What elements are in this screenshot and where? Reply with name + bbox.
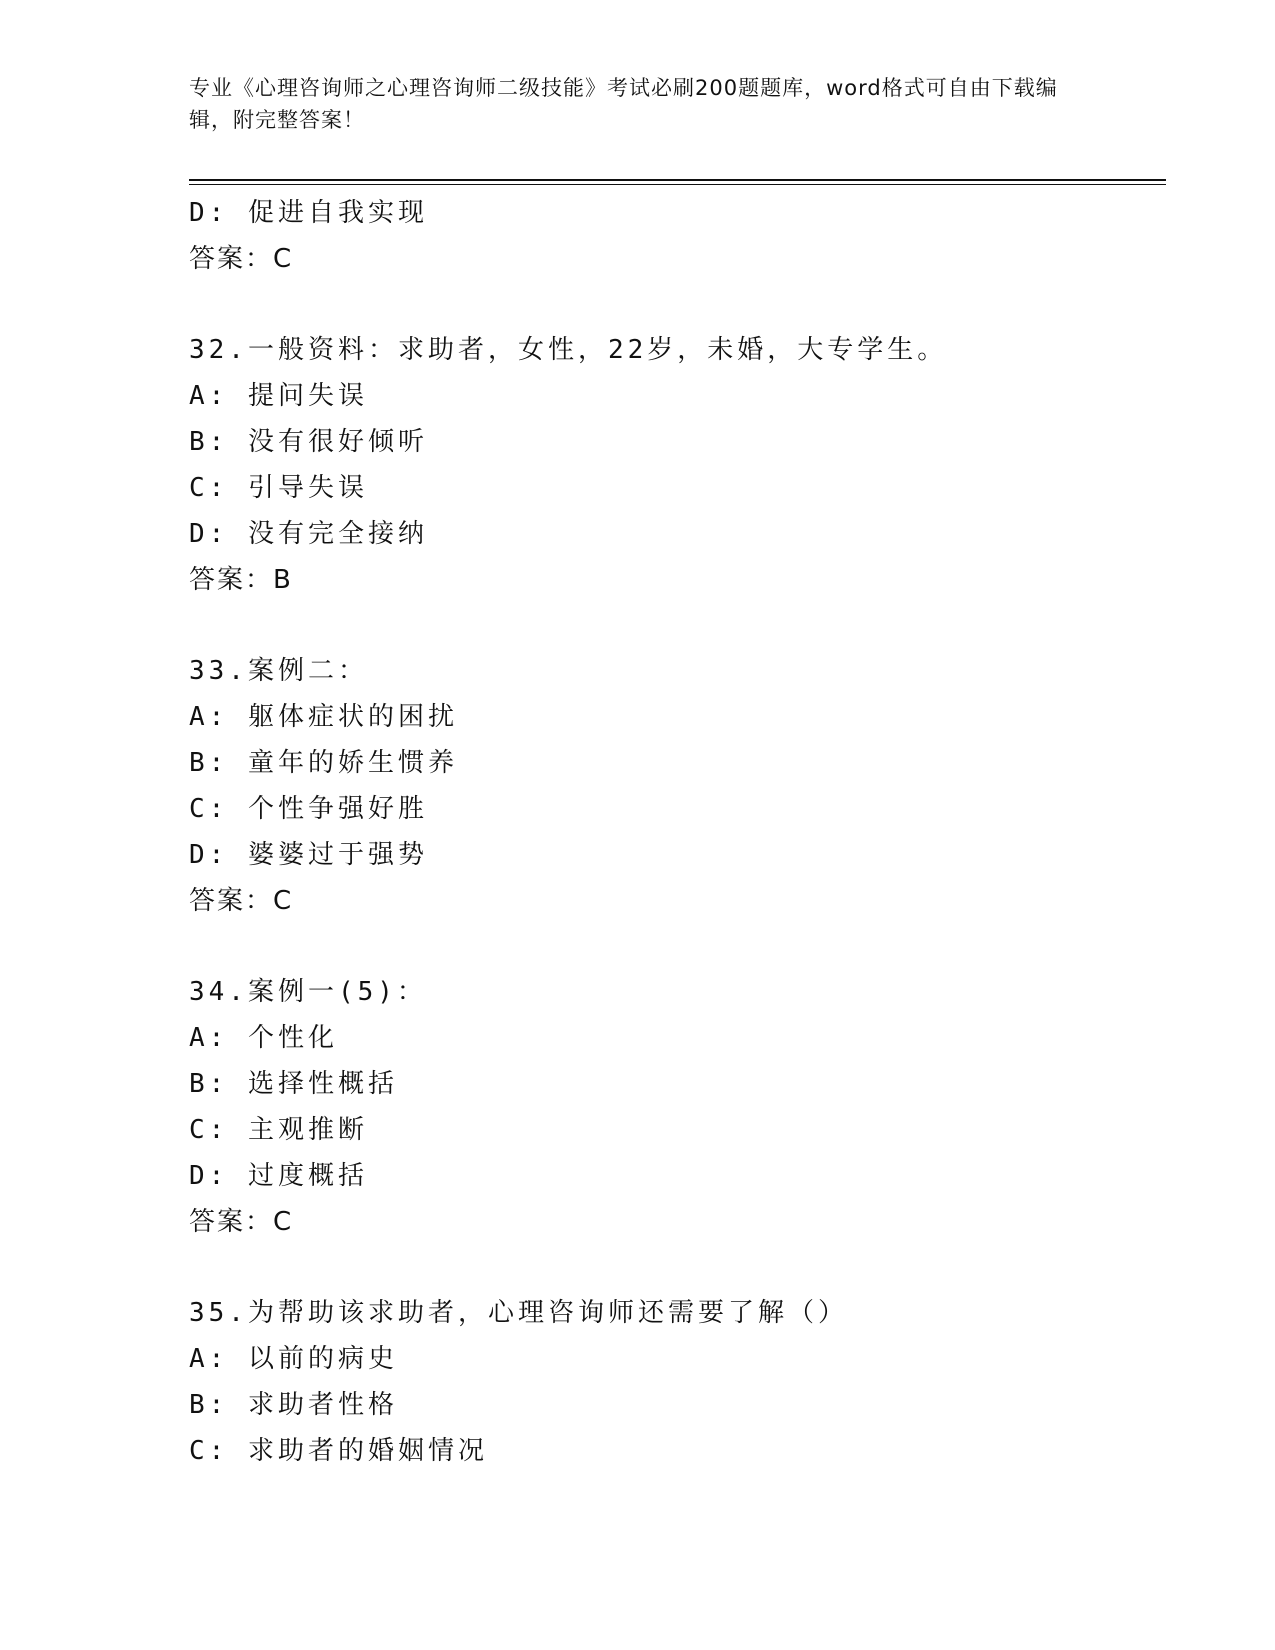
answer-line: 答案：C (189, 886, 294, 916)
answer-line: 答案：C (189, 1207, 294, 1237)
spacer (189, 924, 1149, 969)
option-line: B: 童年的娇生惯养 (189, 748, 458, 778)
option-line: D: 过度概括 (189, 1161, 368, 1191)
question-list (189, 190, 1149, 1474)
header-divider-thin (189, 184, 1166, 185)
spacer (189, 1245, 1149, 1290)
option-line: B: 选择性概括 (189, 1069, 398, 1099)
header-divider-thick (189, 179, 1166, 181)
option-line: C: 引导失误 (189, 473, 368, 503)
question-line: 33.案例二： (189, 656, 368, 686)
option-line: C: 主观推断 (189, 1115, 368, 1145)
option-line: C: 个性争强好胜 (189, 794, 428, 824)
spacer (189, 282, 1149, 327)
option-line: B: 求助者性格 (189, 1390, 398, 1420)
option-line: A: 躯体症状的困扰 (189, 702, 458, 732)
question-line: 32.一般资料：求助者，女性，22岁，未婚，大专学生。 (189, 335, 948, 365)
option-line: A: 个性化 (189, 1023, 338, 1053)
option-line: A: 以前的病史 (189, 1344, 398, 1374)
question-line: 35.为帮助该求助者，心理咨询师还需要了解（） (189, 1298, 848, 1328)
option-line: A: 提问失误 (189, 381, 368, 411)
option-line: C: 求助者的婚姻情况 (189, 1436, 488, 1466)
option-line: B: 没有很好倾听 (189, 427, 428, 457)
document-header-title: 专业《心理咨询师之心理咨询师二级技能》考试必刷200题题库，word格式可自由下载编辑，附完整答案！ (189, 76, 1058, 132)
option-line: D: 促进自我实现 (189, 198, 428, 228)
spacer (189, 603, 1149, 648)
answer-line: 答案：C (189, 244, 294, 274)
option-line: D: 没有完全接纳 (189, 519, 428, 549)
question-line: 34.案例一(5)： (189, 977, 427, 1007)
option-line: D: 婆婆过于强势 (189, 840, 428, 870)
answer-line: 答案：B (189, 565, 293, 595)
